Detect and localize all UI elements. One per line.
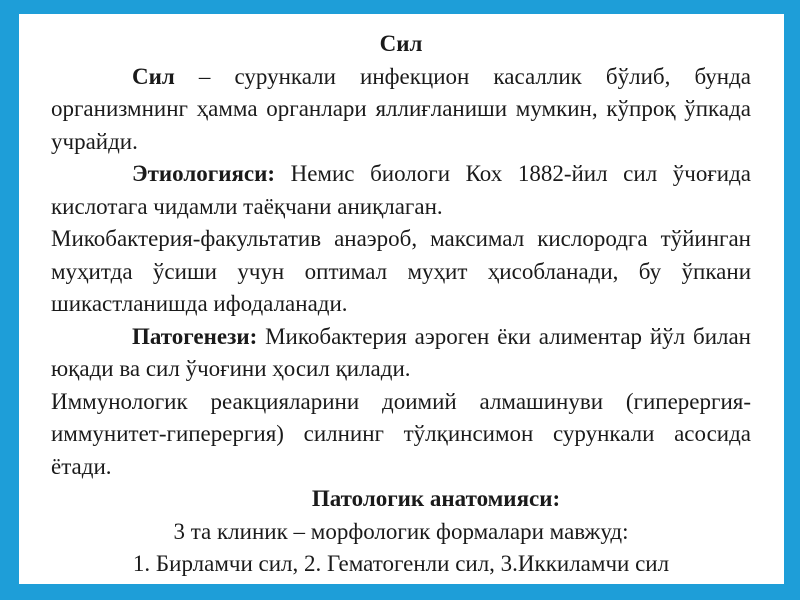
- anatomy-line-2: 1. Бирламчи сил, 2. Гематогенли сил, 3.Иккиламчи сил: [132, 551, 670, 576]
- pathogenesis-text: Микобактерия аэроген ёки алиментар йўл билан юқади ва сил ўчоғини ҳосил қилади.: [51, 323, 751, 381]
- etiology-text: Немис биологи Кох 1882-йил сил ўчоғида кислотага чидамли таёқчани аниқлаган.: [51, 161, 751, 219]
- anatomy-heading: Патологик анатомияси:: [311, 486, 561, 511]
- etiology-label: Этиологияси:: [132, 161, 276, 186]
- mycobacteria-paragraph: Микобактерия-факультатив анаэроб, максимал кислородга тўйинган муҳитда ўсиши учун оптимал муҳит ҳисобланади, бу ўпкани шикастланишда ифодаланади.: [51, 226, 751, 316]
- definition-paragraph: [51, 61, 751, 159]
- slide: [19, 14, 784, 584]
- etiology-paragraph: [51, 158, 751, 223]
- pathogenesis-label: Патогенези:: [132, 323, 258, 349]
- anatomy-line-1: 3 та клиник – морфологик формалари мавжуд:: [173, 518, 629, 544]
- slide-title: Сил: [379, 31, 423, 56]
- immunology-paragraph: Иммунологик реакцияларини доимий алмашинуви (гиперергия-иммунитет-гиперергия) силнинг тўлқинсимон сурункали асосида ётади.: [51, 388, 751, 479]
- pathogenesis-paragraph: [51, 321, 751, 386]
- definition-term: Сил: [132, 63, 175, 89]
- definition-text: – сурункали инфекцион касаллик бўлиб, бунда организмнинг ҳамма органлари яллиғланиши мумкин, кўпроқ ўпкада учрайди.: [51, 63, 751, 154]
